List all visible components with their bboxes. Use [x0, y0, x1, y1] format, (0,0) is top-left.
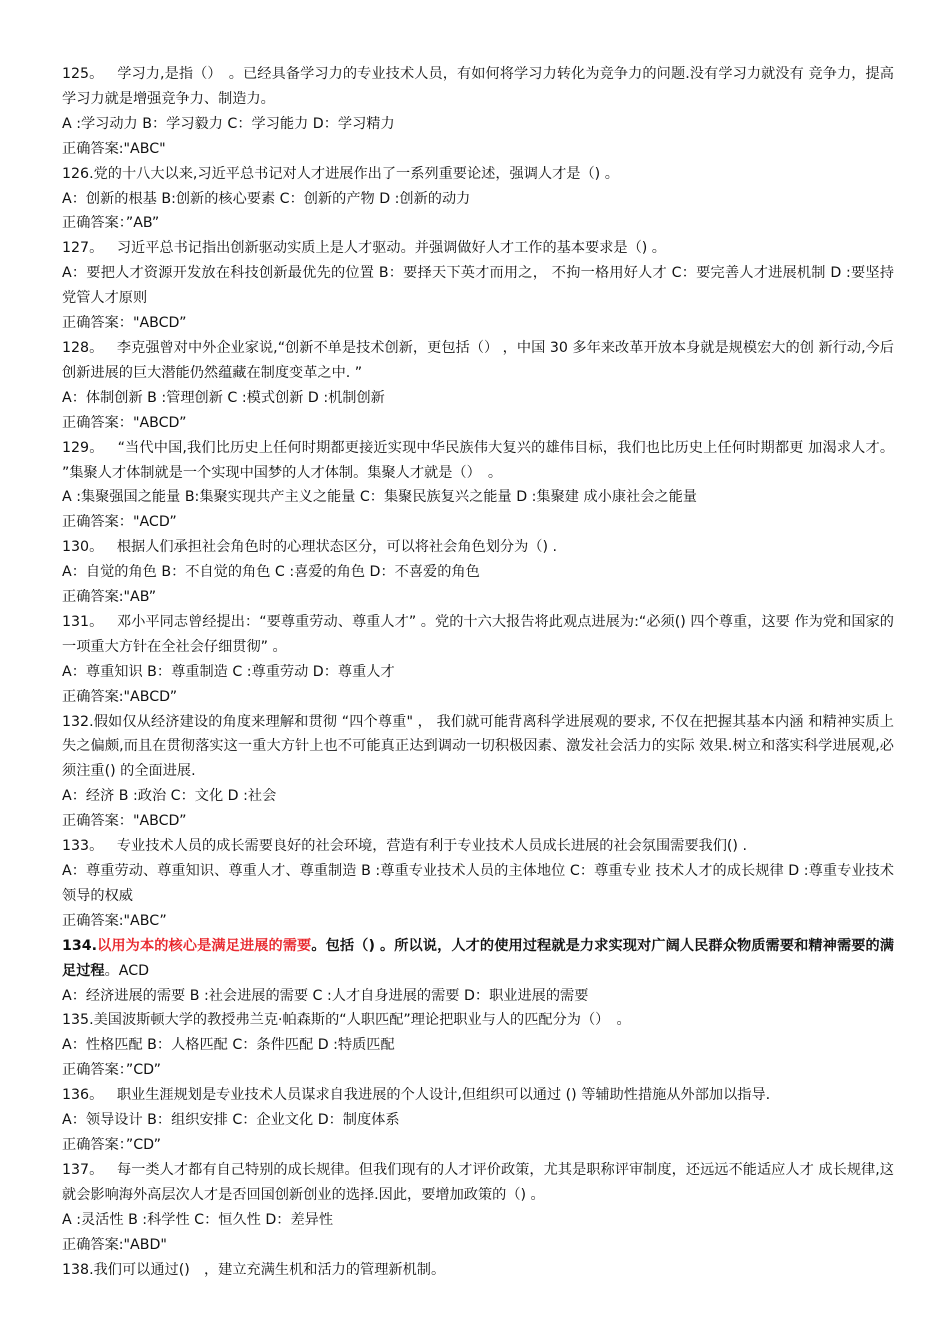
answer-133: 正确答案:"ABC”	[62, 912, 167, 929]
options-131: A：尊重知识 B：尊重制造 C :尊重劳动 D：尊重人才	[62, 663, 395, 680]
answer-132: 正确答案："ABCD”	[62, 813, 187, 830]
options-137: A :灵活性 B :科学性 C：恒久性 D：差异性	[62, 1211, 334, 1228]
highlight-red-text: 以用为本的核心是满足进展的需要	[97, 937, 312, 954]
options-130: A：自觉的角色 B：不自觉的角色 C :喜爱的角色 D：不喜爱的角色	[62, 564, 480, 581]
question-137: 137。 每一类人才都有自己特别的成长规律。但我们现有的人才评价政策，尤其是职称评审制度，还远远不能适应人才 成长规律,这就会影响海外高层次人才是否回国创新创业的选择.因此，要增加政策的（) 。	[62, 1161, 894, 1203]
question-130: 130。 根据人们承担社会角色时的心理状态区分，可以将社会角色划分为（) .	[62, 539, 557, 556]
question-136: 136。 职业生涯规划是专业技术人员谋求自我进展的个人设计,但组织可以通过 () 等辅助性措施从外部加以指导.	[62, 1087, 771, 1104]
answer-136: 正确答案：”CD”	[62, 1136, 161, 1153]
answer-135: 正确答案：”CD”	[62, 1062, 161, 1079]
question-128: 128。 李克强曾对中外企业家说,“创新不单是技术创新，更包括（） ，中国 30 多年来改革开放本身就是规模宏大的创 新行动,今后创新进展的巨大潜能仍然蕴藏在制度变革之中. ”	[62, 339, 894, 381]
answer-128: 正确答案："ABCD”	[62, 414, 187, 431]
options-126: A：创新的根基 B:创新的核心要素 C：创新的产物 D :创新的动力	[62, 190, 471, 207]
question-129: 129。 “当代中国,我们比历史上任何时期都更接近实现中华民族伟大复兴的雄伟目标，我们也比历史上任何时期都更 加渴求人才。 ”集聚人才体制就是一个实现中国梦的人才体制。集聚人才就是（） 。	[62, 439, 894, 481]
answer-129: 正确答案："ACD”	[62, 514, 177, 531]
options-136: A：领导设计 B：组织安排 C：企业文化 D：制度体系	[62, 1112, 400, 1129]
answer-130: 正确答案:"AB”	[62, 589, 157, 606]
question-135: 135.美国波斯顿大学的教授弗兰克·帕森斯的“人职匹配”理论把职业与人的匹配分为（） 。	[62, 1012, 631, 1029]
options-125: A :学习动力 B：学习毅力 C：学习能力 D：学习精力	[62, 115, 395, 132]
options-127: A：要把人才资源开发放在科技创新最优先的位置 B：要择天下英才而用之， 不拘一格用好人才 C：要完善人才进展机制 D :要坚持党管人才原则	[62, 265, 894, 307]
question-126: 126.党的十八大以来,习近平总书记对人才进展作出了一系列重要论述，强调人才是（) 。	[62, 165, 619, 182]
question-127: 127。 习近平总书记指出创新驱动实质上是人才驱动。并强调做好人才工作的基本要求是（) 。	[62, 240, 666, 257]
options-132: A：经济 B :政治 C：文化 D :社会	[62, 788, 277, 805]
answer-137: 正确答案:"ABD"	[62, 1236, 167, 1253]
question-138: 138.我们可以通过() ，建立充满生机和活力的管理新机制。	[62, 1261, 446, 1278]
question-131: 131。 邓小平同志曾经提出：“要尊重劳动、尊重人才” 。党的十六大报告将此观点进展为:“必须() 四个尊重，这要 作为党和国家的一项重大方针在全社会仔细贯彻” 。	[62, 613, 894, 655]
options-128: A：体制创新 B :管理创新 C :模式创新 D :机制创新	[62, 389, 385, 406]
answer-127: 正确答案："ABCD”	[62, 315, 187, 332]
question-125: 125。 学习力,是指（） 。已经具备学习力的专业技术人员，有如何将学习力转化为竞争力的问题.没有学习力就没有 竞争力，提高学习力就是增强竞争力、制造力。	[62, 66, 894, 107]
answer-125: 正确答案:"ABC"	[62, 140, 166, 157]
answer-126: 正确答案：”AB”	[62, 215, 160, 232]
options-129: A :集聚强国之能量 B:集聚实现共产主义之能量 C：集聚民族复兴之能量 D :集聚建 成小康社会之能量	[62, 489, 697, 506]
answer-131: 正确答案:"ABCD”	[62, 688, 178, 705]
question-133: 133。 专业技术人员的成长需要良好的社会环境，营造有利于专业技术人员成长进展的社会氛围需要我们() .	[62, 838, 747, 855]
options-135: A：性格匹配 B：人格匹配 C：条件匹配 D :特质匹配	[62, 1037, 395, 1054]
question-132: 132.假如仅从经济建设的角度来理解和贯彻 “四个尊重" ， 我们就可能背离科学进展观的要求, 不仅在把握其基本内涵 和精神实质上失之偏颇,而且在贯彻落实这一重大方针上也不可能真正达到调动一切积极因素、激发社会活力的实际 效果.树立和落实科学进展观,必须注重() 的全面进展.	[62, 713, 894, 780]
options-133: A：尊重劳动、尊重知识、尊重人才、尊重制造 B :尊重专业技术人员的主体地位 C：尊重专业 技术人才的成长规律 D :尊重专业技术领导的权威	[62, 863, 894, 904]
question-134: 134.以用为本的核心是满足进展的需要。包括（) 。所以说，人才的使用过程就是力求实现对广阔人民群众物质需要和精神需要的满足过程。ACD	[62, 937, 894, 979]
options-134: A：经济进展的需要 B :社会进展的需要 C :人才自身进展的需要 D：职业进展的需要	[62, 987, 589, 1004]
